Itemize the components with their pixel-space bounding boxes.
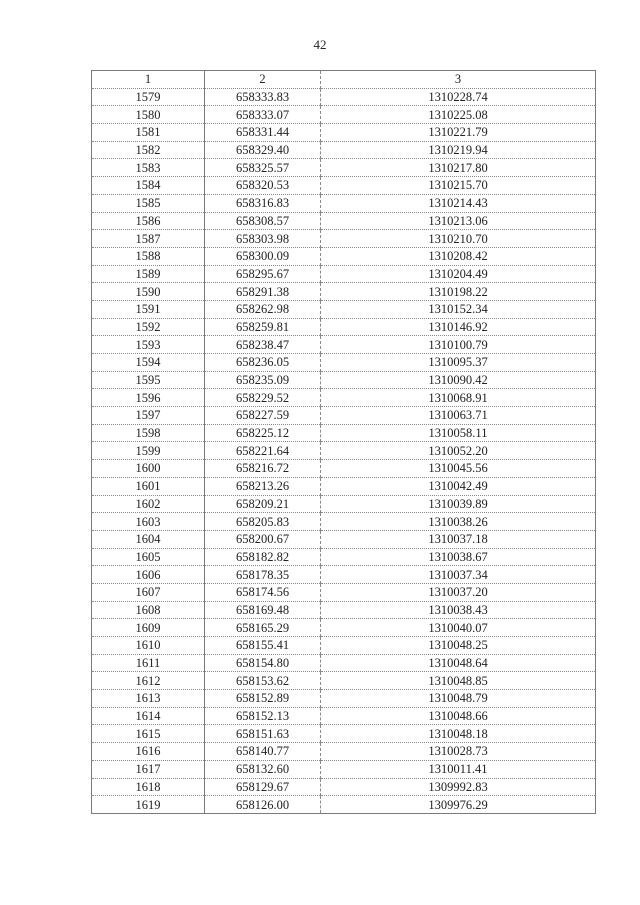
coordinates-table-body <box>92 71 596 814</box>
table-row <box>92 707 596 725</box>
x-coordinate-cell: 658178.35 <box>205 566 321 584</box>
table-row <box>92 530 596 548</box>
x-coordinate-cell: 658205.83 <box>205 513 321 531</box>
y-coordinate-cell: 1310204.49 <box>321 265 596 283</box>
point-number-cell: 1596 <box>92 389 205 407</box>
y-coordinate-cell: 1310048.66 <box>321 707 596 725</box>
x-coordinate-cell: 658213.26 <box>205 477 321 495</box>
y-coordinate-cell: 1310039.89 <box>321 495 596 513</box>
point-number-cell: 1613 <box>92 690 205 708</box>
table-row <box>92 495 596 513</box>
x-coordinate-cell: 658325.57 <box>205 159 321 177</box>
point-number-cell: 1604 <box>92 530 205 548</box>
table-row <box>92 230 596 248</box>
table-row <box>92 796 596 814</box>
table-row <box>92 124 596 142</box>
column-header-3: 3 <box>321 71 596 89</box>
table-row <box>92 212 596 230</box>
table-row <box>92 194 596 212</box>
table-row <box>92 566 596 584</box>
point-number-cell: 1590 <box>92 283 205 301</box>
y-coordinate-cell: 1310228.74 <box>321 88 596 106</box>
table-row <box>92 389 596 407</box>
table-row <box>92 760 596 778</box>
x-coordinate-cell: 658291.38 <box>205 283 321 301</box>
coordinates-table <box>91 70 596 814</box>
y-coordinate-cell: 1310090.42 <box>321 371 596 389</box>
table-row <box>92 583 596 601</box>
y-coordinate-cell: 1310028.73 <box>321 743 596 761</box>
point-number-cell: 1579 <box>92 88 205 106</box>
point-number-cell: 1587 <box>92 230 205 248</box>
point-number-cell: 1592 <box>92 318 205 336</box>
y-coordinate-cell: 1310068.91 <box>321 389 596 407</box>
x-coordinate-cell: 658235.09 <box>205 371 321 389</box>
point-number-cell: 1580 <box>92 106 205 124</box>
table-row <box>92 601 596 619</box>
y-coordinate-cell: 1310152.34 <box>321 300 596 318</box>
point-number-cell: 1601 <box>92 477 205 495</box>
table-row <box>92 247 596 265</box>
y-coordinate-cell: 1310095.37 <box>321 354 596 372</box>
y-coordinate-cell: 1310048.18 <box>321 725 596 743</box>
point-number-cell: 1595 <box>92 371 205 389</box>
table-row <box>92 265 596 283</box>
y-coordinate-cell: 1310219.94 <box>321 141 596 159</box>
x-coordinate-cell: 658132.60 <box>205 760 321 778</box>
point-number-cell: 1616 <box>92 743 205 761</box>
point-number-cell: 1584 <box>92 177 205 195</box>
x-coordinate-cell: 658154.80 <box>205 654 321 672</box>
y-coordinate-cell: 1310063.71 <box>321 407 596 425</box>
point-number-cell: 1591 <box>92 300 205 318</box>
x-coordinate-cell: 658169.48 <box>205 601 321 619</box>
x-coordinate-cell: 658152.13 <box>205 707 321 725</box>
point-number-cell: 1617 <box>92 760 205 778</box>
point-number-cell: 1606 <box>92 566 205 584</box>
x-coordinate-cell: 658221.64 <box>205 442 321 460</box>
point-number-cell: 1597 <box>92 407 205 425</box>
x-coordinate-cell: 658225.12 <box>205 424 321 442</box>
y-coordinate-cell: 1310037.34 <box>321 566 596 584</box>
x-coordinate-cell: 658259.81 <box>205 318 321 336</box>
point-number-cell: 1612 <box>92 672 205 690</box>
point-number-cell: 1585 <box>92 194 205 212</box>
y-coordinate-cell: 1310037.18 <box>321 530 596 548</box>
table-row <box>92 354 596 372</box>
point-number-cell: 1582 <box>92 141 205 159</box>
x-coordinate-cell: 658216.72 <box>205 460 321 478</box>
y-coordinate-cell: 1310011.41 <box>321 760 596 778</box>
point-number-cell: 1588 <box>92 247 205 265</box>
table-row <box>92 513 596 531</box>
x-coordinate-cell: 658238.47 <box>205 336 321 354</box>
point-number-cell: 1589 <box>92 265 205 283</box>
y-coordinate-cell: 1310037.20 <box>321 583 596 601</box>
x-coordinate-cell: 658303.98 <box>205 230 321 248</box>
y-coordinate-cell: 1310221.79 <box>321 124 596 142</box>
y-coordinate-cell: 1310146.92 <box>321 318 596 336</box>
x-coordinate-cell: 658236.05 <box>205 354 321 372</box>
table-row <box>92 672 596 690</box>
point-number-cell: 1608 <box>92 601 205 619</box>
point-number-cell: 1594 <box>92 354 205 372</box>
table-row <box>92 778 596 796</box>
x-coordinate-cell: 658165.29 <box>205 619 321 637</box>
x-coordinate-cell: 658140.77 <box>205 743 321 761</box>
y-coordinate-cell: 1310052.20 <box>321 442 596 460</box>
x-coordinate-cell: 658227.59 <box>205 407 321 425</box>
y-coordinate-cell: 1310058.11 <box>321 424 596 442</box>
table-row <box>92 407 596 425</box>
point-number-cell: 1593 <box>92 336 205 354</box>
point-number-cell: 1607 <box>92 583 205 601</box>
table-row <box>92 106 596 124</box>
y-coordinate-cell: 1310038.26 <box>321 513 596 531</box>
x-coordinate-cell: 658229.52 <box>205 389 321 407</box>
y-coordinate-cell: 1310214.43 <box>321 194 596 212</box>
y-coordinate-cell: 1310042.49 <box>321 477 596 495</box>
table-row <box>92 88 596 106</box>
y-coordinate-cell: 1310217.80 <box>321 159 596 177</box>
point-number-cell: 1610 <box>92 637 205 655</box>
point-number-cell: 1599 <box>92 442 205 460</box>
table-header-row <box>92 71 596 89</box>
point-number-cell: 1600 <box>92 460 205 478</box>
x-coordinate-cell: 658316.83 <box>205 194 321 212</box>
column-header-1: 1 <box>92 71 205 89</box>
y-coordinate-cell: 1310038.43 <box>321 601 596 619</box>
table-row <box>92 654 596 672</box>
table-row <box>92 743 596 761</box>
point-number-cell: 1615 <box>92 725 205 743</box>
point-number-cell: 1609 <box>92 619 205 637</box>
point-number-cell: 1611 <box>92 654 205 672</box>
x-coordinate-cell: 658308.57 <box>205 212 321 230</box>
point-number-cell: 1581 <box>92 124 205 142</box>
point-number-cell: 1598 <box>92 424 205 442</box>
point-number-cell: 1614 <box>92 707 205 725</box>
y-coordinate-cell: 1310210.70 <box>321 230 596 248</box>
y-coordinate-cell: 1310213.06 <box>321 212 596 230</box>
table-row <box>92 548 596 566</box>
x-coordinate-cell: 658126.00 <box>205 796 321 814</box>
point-number-cell: 1619 <box>92 796 205 814</box>
y-coordinate-cell: 1310208.42 <box>321 247 596 265</box>
x-coordinate-cell: 658129.67 <box>205 778 321 796</box>
x-coordinate-cell: 658200.67 <box>205 530 321 548</box>
table-row <box>92 371 596 389</box>
page-number: 42 <box>313 37 327 52</box>
x-coordinate-cell: 658209.21 <box>205 495 321 513</box>
x-coordinate-cell: 658329.40 <box>205 141 321 159</box>
y-coordinate-cell: 1310048.85 <box>321 672 596 690</box>
point-number-cell: 1603 <box>92 513 205 531</box>
y-coordinate-cell: 1310045.56 <box>321 460 596 478</box>
table-row <box>92 141 596 159</box>
point-number-cell: 1583 <box>92 159 205 177</box>
x-coordinate-cell: 658333.83 <box>205 88 321 106</box>
x-coordinate-cell: 658182.82 <box>205 548 321 566</box>
table-row <box>92 283 596 301</box>
y-coordinate-cell: 1310198.22 <box>321 283 596 301</box>
table-row <box>92 336 596 354</box>
y-coordinate-cell: 1310038.67 <box>321 548 596 566</box>
x-coordinate-cell: 658262.98 <box>205 300 321 318</box>
point-number-cell: 1602 <box>92 495 205 513</box>
table-row <box>92 318 596 336</box>
table-row <box>92 159 596 177</box>
table-row <box>92 619 596 637</box>
x-coordinate-cell: 658174.56 <box>205 583 321 601</box>
table-row <box>92 442 596 460</box>
table-row <box>92 177 596 195</box>
column-header-2: 2 <box>205 71 321 89</box>
x-coordinate-cell: 658152.89 <box>205 690 321 708</box>
x-coordinate-cell: 658300.09 <box>205 247 321 265</box>
table-row <box>92 424 596 442</box>
point-number-cell: 1586 <box>92 212 205 230</box>
table-row <box>92 460 596 478</box>
table-row <box>92 725 596 743</box>
x-coordinate-cell: 658295.67 <box>205 265 321 283</box>
table-row <box>92 690 596 708</box>
y-coordinate-cell: 1309976.29 <box>321 796 596 814</box>
table-row <box>92 477 596 495</box>
y-coordinate-cell: 1310225.08 <box>321 106 596 124</box>
point-number-cell: 1618 <box>92 778 205 796</box>
x-coordinate-cell: 658151.63 <box>205 725 321 743</box>
y-coordinate-cell: 1310040.07 <box>321 619 596 637</box>
y-coordinate-cell: 1310215.70 <box>321 177 596 195</box>
y-coordinate-cell: 1310048.79 <box>321 690 596 708</box>
x-coordinate-cell: 658153.62 <box>205 672 321 690</box>
y-coordinate-cell: 1310048.25 <box>321 637 596 655</box>
y-coordinate-cell: 1310100.79 <box>321 336 596 354</box>
table-row <box>92 300 596 318</box>
point-number-cell: 1605 <box>92 548 205 566</box>
x-coordinate-cell: 658331.44 <box>205 124 321 142</box>
x-coordinate-cell: 658320.53 <box>205 177 321 195</box>
table-row <box>92 637 596 655</box>
y-coordinate-cell: 1310048.64 <box>321 654 596 672</box>
x-coordinate-cell: 658333.07 <box>205 106 321 124</box>
y-coordinate-cell: 1309992.83 <box>321 778 596 796</box>
x-coordinate-cell: 658155.41 <box>205 637 321 655</box>
